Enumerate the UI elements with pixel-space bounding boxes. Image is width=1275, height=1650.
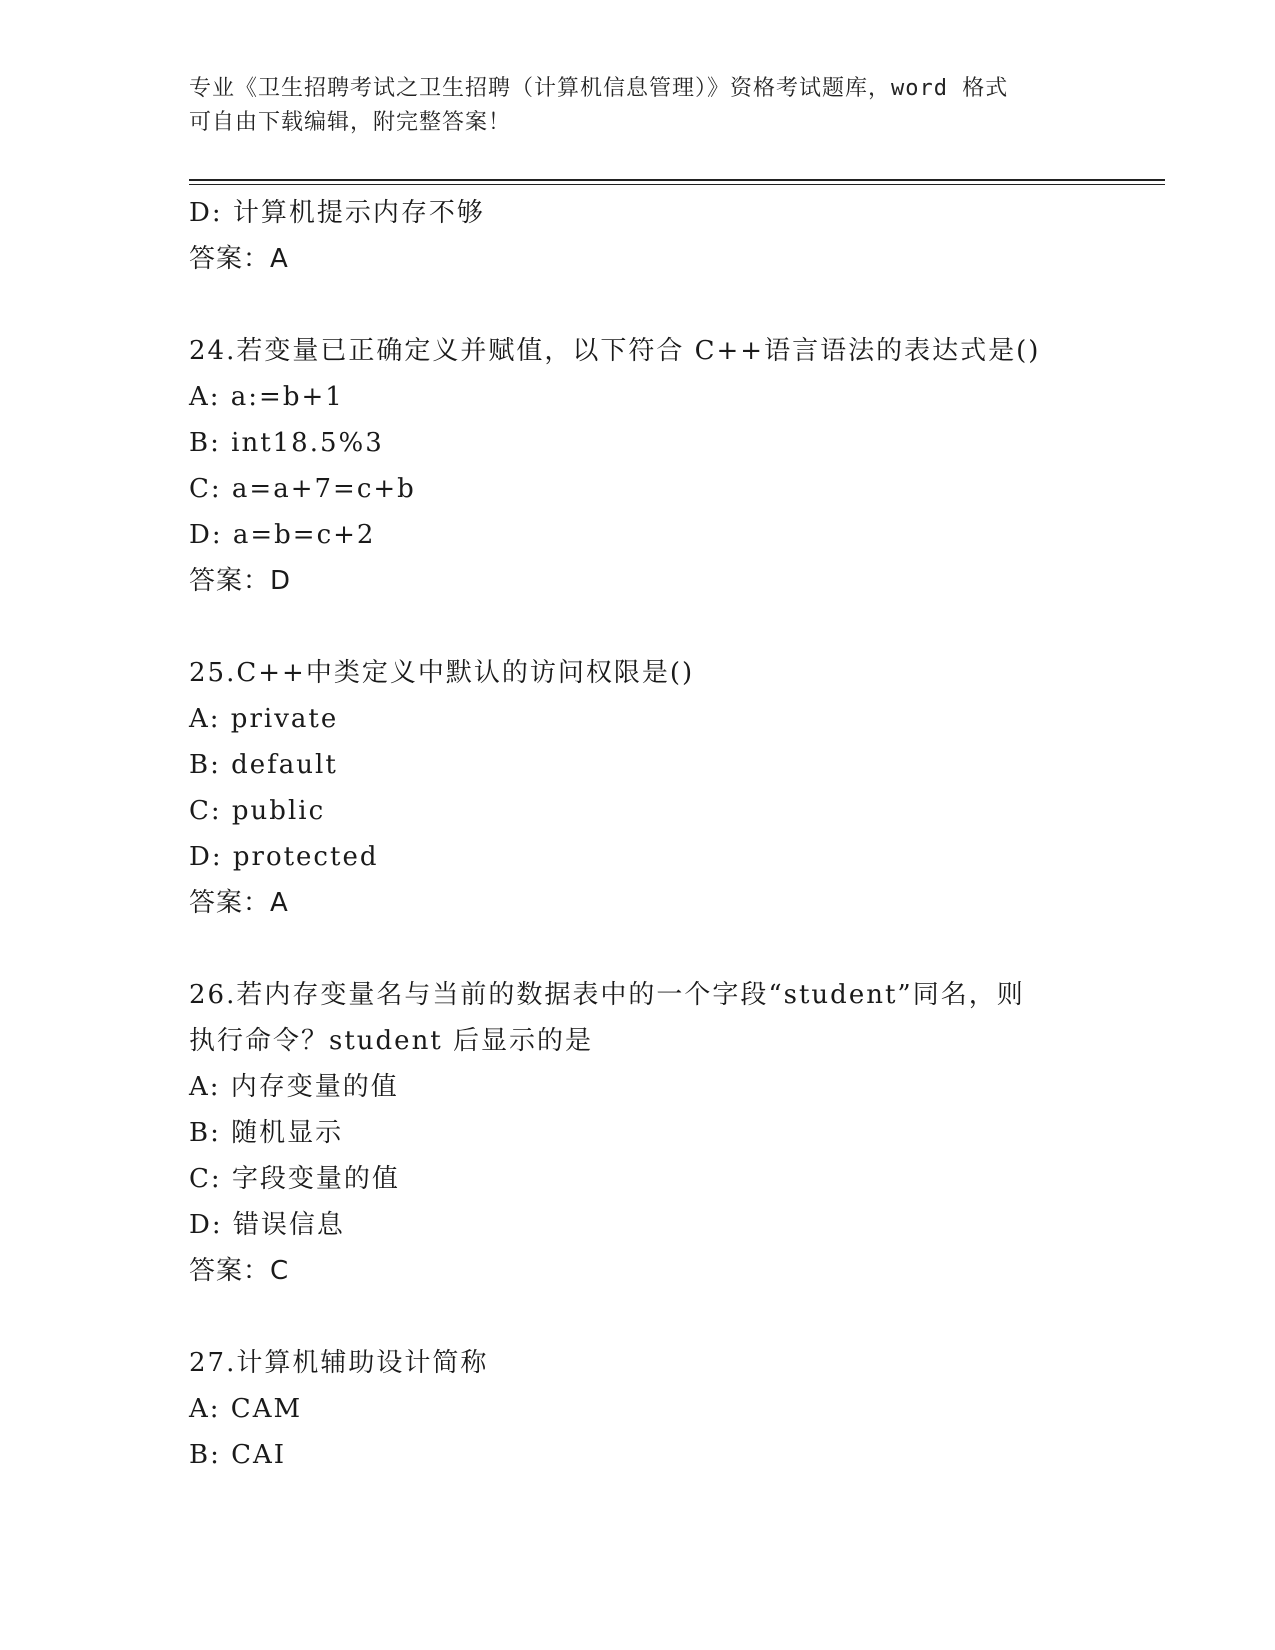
option-d: D: 计算机提示内存不够 [189, 198, 485, 228]
option-b: B: 随机显示 [189, 1118, 344, 1148]
answer-label: 答案：D [189, 566, 292, 596]
question-block-prev [189, 190, 1149, 282]
question-title: 27.计算机辅助设计简称 [189, 1348, 489, 1378]
answer-label: 答案：C [189, 1256, 290, 1286]
spacer [189, 1294, 1149, 1340]
spacer [189, 604, 1149, 650]
answer-label: 答案：A [189, 888, 289, 918]
option-b: B: default [189, 750, 338, 780]
option-b: B: CAI [189, 1440, 287, 1470]
option-a: A: CAM [189, 1394, 303, 1424]
option-a: A: a:=b+1 [189, 382, 344, 412]
question-block-25 [189, 650, 1149, 926]
question-title-line-1: 26.若内存变量名与当前的数据表中的一个字段“student”同名，则 [189, 980, 1025, 1010]
question-list [189, 190, 1149, 1478]
option-a: A: 内存变量的值 [189, 1072, 399, 1102]
answer-label: 答案：A [189, 244, 289, 274]
option-b: B: int18.5%3 [189, 428, 384, 458]
option-d: D: a=b=c+2 [189, 520, 376, 550]
option-d: D: 错误信息 [189, 1210, 345, 1240]
question-title: 24.若变量已正确定义并赋值，以下符合 C++语言语法的表达式是() [189, 336, 1041, 366]
option-c: C: public [189, 796, 326, 826]
question-block-27 [189, 1340, 1149, 1478]
option-c: C: 字段变量的值 [189, 1164, 400, 1194]
option-d: D: protected [189, 842, 379, 872]
question-block-24 [189, 328, 1149, 604]
question-block-26 [189, 972, 1149, 1294]
question-title: 25.C++中类定义中默认的访问权限是() [189, 658, 695, 688]
header-divider-thin [189, 184, 1165, 185]
option-a: A: private [189, 704, 339, 734]
header-divider-thick [189, 179, 1165, 181]
question-title-line-2: 执行命令？student 后显示的是 [189, 1026, 594, 1056]
document-header [189, 72, 1069, 140]
option-c: C: a=a+7=c+b [189, 474, 416, 504]
header-line-2: 可自由下载编辑，附完整答案！ [189, 110, 512, 135]
header-line-1: 专业《卫生招聘考试之卫生招聘（计算机信息管理）》资格考试题库，word 格式 [189, 76, 1009, 101]
spacer [189, 926, 1149, 972]
spacer [189, 282, 1149, 328]
